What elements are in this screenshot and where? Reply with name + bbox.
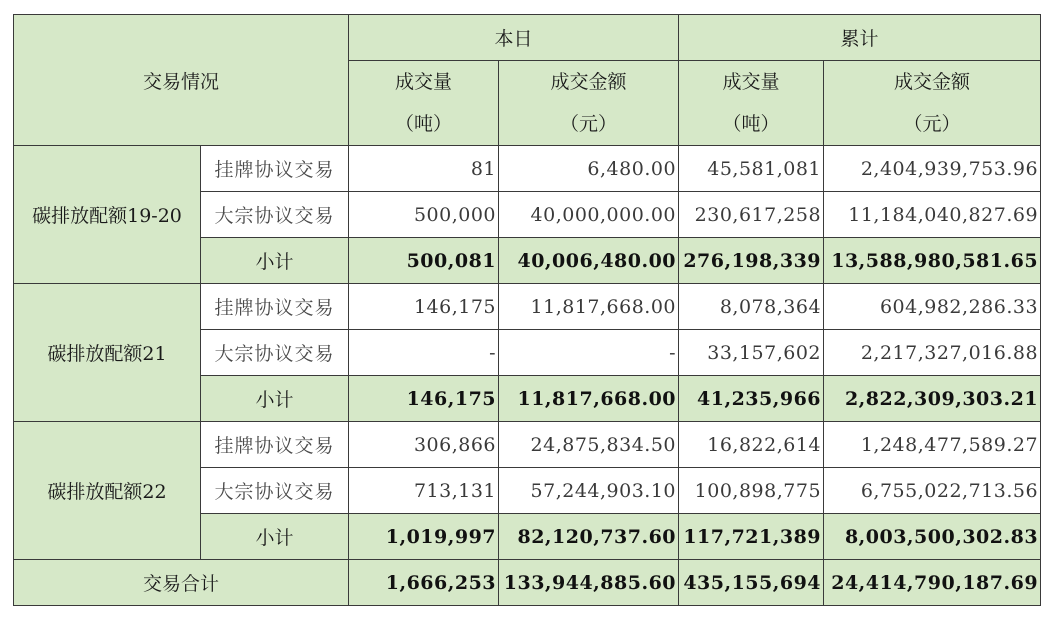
cumulative-volume: 8,078,364: [679, 284, 824, 330]
total-cumulative-volume: 435,155,694: [679, 560, 824, 606]
cumulative-amount: 6,755,022,713.56: [824, 468, 1041, 514]
total-day-volume: 1,666,253: [349, 560, 499, 606]
trade-type: 挂牌协议交易: [201, 146, 349, 192]
row-label-header: 交易情况: [14, 15, 349, 146]
amount-label: 成交金额: [894, 71, 971, 93]
trading-summary-table: [13, 14, 1041, 606]
subtotal-cumulative-amount: 8,003,500,302.83: [824, 514, 1041, 560]
subtotal-cumulative-volume: 41,235,966: [679, 376, 824, 422]
amount-label: 成交金额: [550, 71, 627, 93]
subtotal-cumulative-amount: 13,588,980,581.65: [824, 238, 1041, 284]
today-amount-header: [499, 61, 679, 146]
day-amount: -: [499, 330, 679, 376]
today-volume-header: [349, 61, 499, 146]
subtotal-label: 小计: [201, 514, 349, 560]
cumulative-header: 累计: [679, 15, 1041, 61]
trading-table-container: [13, 14, 1041, 606]
group-name: 碳排放配额22: [14, 422, 201, 560]
cumulative-volume: 45,581,081: [679, 146, 824, 192]
today-header: 本日: [349, 15, 679, 61]
day-amount: 11,817,668.00: [499, 284, 679, 330]
trade-type: 挂牌协议交易: [201, 284, 349, 330]
subtotal-cumulative-volume: 276,198,339: [679, 238, 824, 284]
total-row: [14, 560, 1041, 606]
table-row: [14, 146, 1041, 192]
volume-label: 成交量: [395, 71, 453, 93]
total-day-amount: 133,944,885.60: [499, 560, 679, 606]
subtotal-day-amount: 82,120,737.60: [499, 514, 679, 560]
day-volume: 500,000: [349, 192, 499, 238]
trade-type: 大宗协议交易: [201, 330, 349, 376]
trade-type: 挂牌协议交易: [201, 422, 349, 468]
trade-type: 大宗协议交易: [201, 192, 349, 238]
unit-yuan-label: （元）: [560, 113, 618, 135]
cumulative-amount: 1,248,477,589.27: [824, 422, 1041, 468]
cumulative-amount-header: [824, 61, 1041, 146]
cumulative-volume: 16,822,614: [679, 422, 824, 468]
unit-ton-label: （吨）: [722, 113, 780, 135]
subtotal-day-volume: 1,019,997: [349, 514, 499, 560]
day-amount: 6,480.00: [499, 146, 679, 192]
group-name: 碳排放配额21: [14, 284, 201, 422]
cumulative-volume-header: [679, 61, 824, 146]
day-amount: 40,000,000.00: [499, 192, 679, 238]
cumulative-volume: 230,617,258: [679, 192, 824, 238]
subtotal-cumulative-volume: 117,721,389: [679, 514, 824, 560]
day-volume: 81: [349, 146, 499, 192]
day-volume: 713,131: [349, 468, 499, 514]
cumulative-volume: 100,898,775: [679, 468, 824, 514]
group-name: 碳排放配额19-20: [14, 146, 201, 284]
total-cumulative-amount: 24,414,790,187.69: [824, 560, 1041, 606]
subtotal-label: 小计: [201, 376, 349, 422]
subtotal-cumulative-amount: 2,822,309,303.21: [824, 376, 1041, 422]
subtotal-day-amount: 40,006,480.00: [499, 238, 679, 284]
subtotal-label: 小计: [201, 238, 349, 284]
day-amount: 24,875,834.50: [499, 422, 679, 468]
subtotal-day-amount: 11,817,668.00: [499, 376, 679, 422]
cumulative-amount: 604,982,286.33: [824, 284, 1041, 330]
table-row: [14, 284, 1041, 330]
unit-yuan-label: （元）: [903, 113, 961, 135]
unit-ton-label: （吨）: [395, 113, 453, 135]
day-volume: -: [349, 330, 499, 376]
cumulative-volume: 33,157,602: [679, 330, 824, 376]
day-amount: 57,244,903.10: [499, 468, 679, 514]
volume-label: 成交量: [722, 71, 780, 93]
trade-type: 大宗协议交易: [201, 468, 349, 514]
header-row-1: [14, 15, 1041, 61]
subtotal-day-volume: 500,081: [349, 238, 499, 284]
table-row: [14, 422, 1041, 468]
day-volume: 146,175: [349, 284, 499, 330]
cumulative-amount: 11,184,040,827.69: [824, 192, 1041, 238]
day-volume: 306,866: [349, 422, 499, 468]
subtotal-day-volume: 146,175: [349, 376, 499, 422]
total-label: 交易合计: [14, 560, 349, 606]
cumulative-amount: 2,404,939,753.96: [824, 146, 1041, 192]
cumulative-amount: 2,217,327,016.88: [824, 330, 1041, 376]
